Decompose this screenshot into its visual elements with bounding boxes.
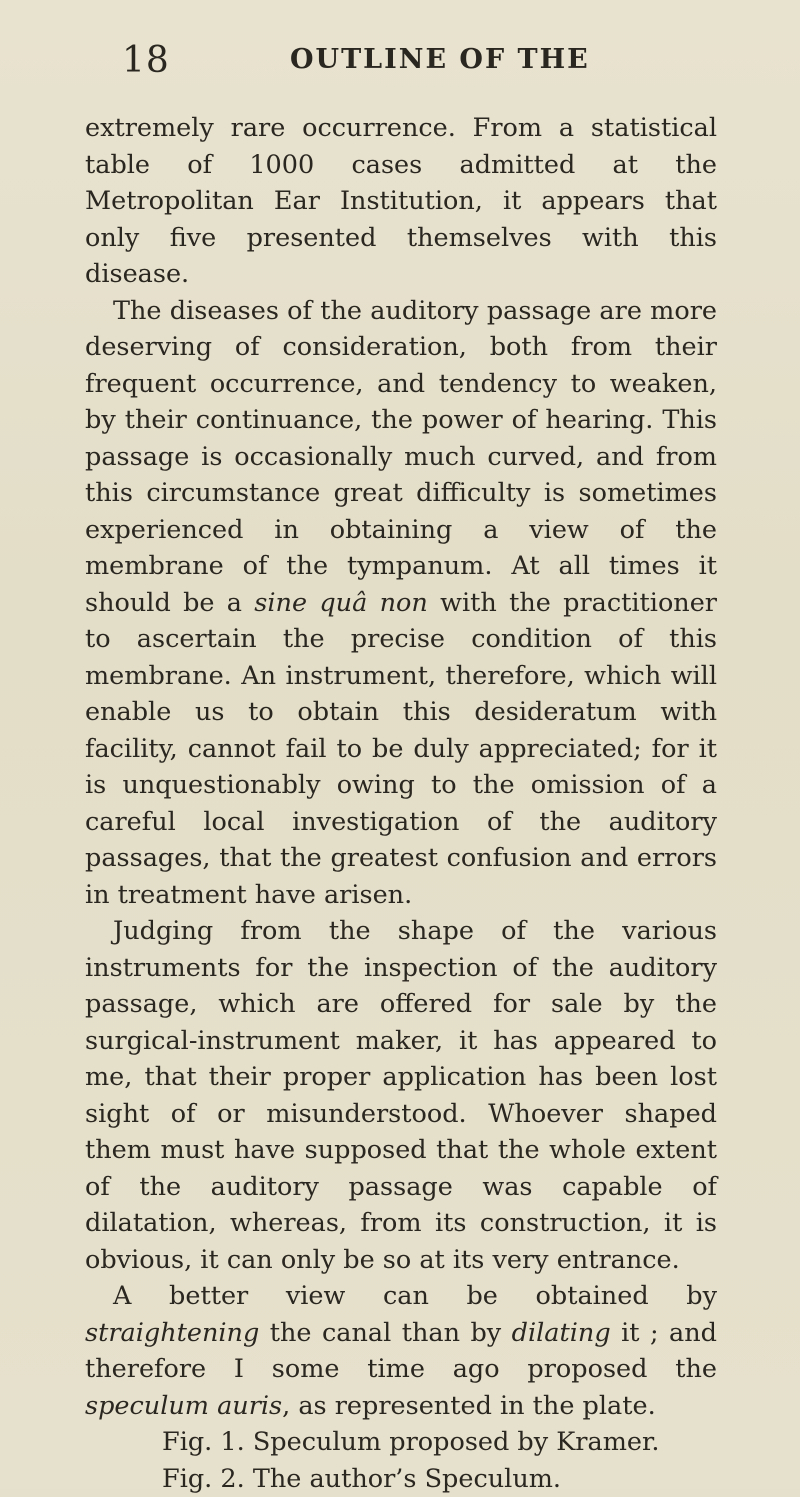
- latin-phrase: sine quâ non: [254, 588, 428, 618]
- paragraph: Judging from the shape of the various instruments for the inspection of the auditory passage, which are offered for sale by the surgical-instrument maker, it has appeared to me, that their proper application has been lost sight of or misunderstood. Whoever shaped them must have supposed that the whole extent of the auditory passage was capable of dilatation, whereas, from its construction, it is obvious, it can only be so at its very entrance.: [85, 913, 717, 1278]
- figure-caption: Fig. 1. Speculum proposed by Kramer.: [85, 1424, 717, 1461]
- page-header: [110, 40, 740, 100]
- paragraph: A better view can be obtained by straightening the canal than by dilating it ; and therefore I some time ago proposed the speculum auris, as represented in the plate.: [85, 1278, 717, 1424]
- body-text: [85, 110, 717, 1497]
- paragraph: extremely rare occurrence. From a statistical table of 1000 cases admitted at the Metropolitan Ear Institution, it appears that only five presented themselves with this disease.: [85, 110, 717, 293]
- emphasis: dilating: [512, 1318, 611, 1348]
- figure-caption: Fig. 2. The author’s Speculum.: [85, 1461, 717, 1497]
- page-number: 18: [122, 40, 170, 81]
- emphasis: speculum auris: [85, 1391, 282, 1421]
- emphasis: straightening: [85, 1318, 259, 1348]
- running-head: OUTLINE OF THE: [290, 44, 590, 75]
- paragraph: The diseases of the auditory passage are more deserving of consideration, both from their frequent occurrence, and tendency to weaken, by their continuance, the power of hearing. This passage is occasionally much curved, and from this circumstance great difficulty is sometimes experienced in obtaining a view of the membrane of the tympanum. At all times it should be a sine quâ non with the practitioner to ascertain the precise condition of this membrane. An instrument, therefore, which will enable us to obtain this desideratum with facility, cannot fail to be duly appreciated; for it is unquestionably owing to the omission of a careful local investigation of the auditory passages, that the greatest confusion and errors in treatment have arisen.: [85, 293, 717, 914]
